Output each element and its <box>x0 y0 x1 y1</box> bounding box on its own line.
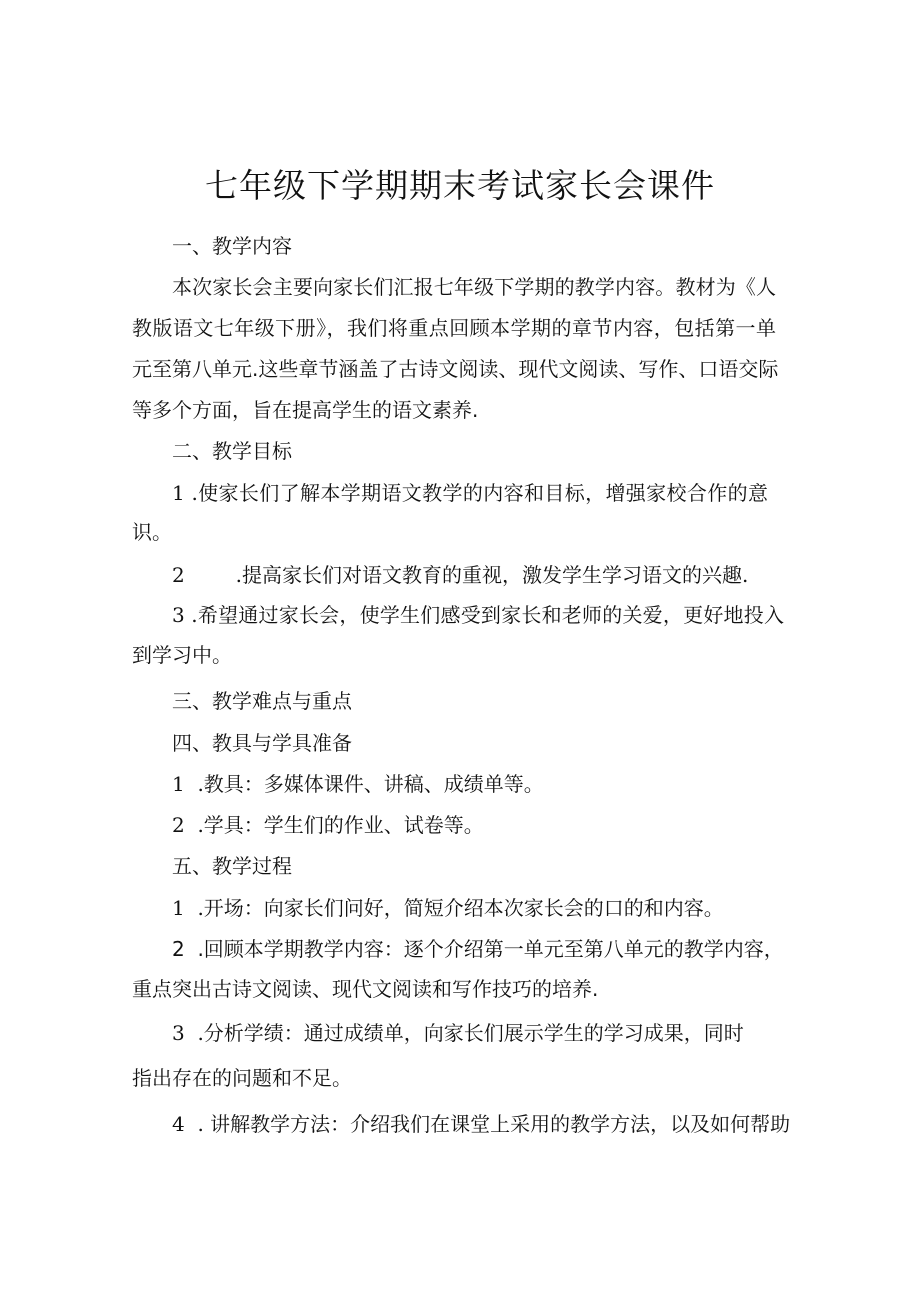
list-item-continuation: 重点突出古诗文阅读、现代文阅读和写作技巧的培养. <box>132 977 599 1001</box>
list-item-continuation: 指出存在的问题和不足。 <box>132 1066 352 1090</box>
list-item-continuation: 到学习中。 <box>132 643 232 667</box>
section-heading-1: 一、教学内容 <box>172 234 292 258</box>
list-item: 4 . 讲解教学方法：介绍我们在课堂上采用的教学方法，以及如何帮助 <box>172 1112 791 1136</box>
section-heading-4: 四、教具与学具准备 <box>172 731 352 755</box>
list-item: 2 .回顾本学期教学内容：逐个介绍第一单元至第八单元的教学内容， <box>172 937 784 961</box>
paragraph-line: 教版语文七年级下册》，我们将重点回顾本学期的章节内容，包括第一单 <box>132 316 776 340</box>
section-heading-5: 五、教学过程 <box>172 854 292 878</box>
list-item: 1 .教具：多媒体课件、讲稿、成绩单等。 <box>172 772 544 796</box>
list-item: 3 .分析学绩：通过成绩单，向家长们展示学生的学习成果，同时 <box>172 1021 744 1045</box>
section-heading-3: 三、教学难点与重点 <box>172 689 352 713</box>
paragraph-line: 等多个方面，旨在提高学生的语文素养. <box>132 398 479 422</box>
paragraph-line: 元至第八单元.这些章节涵盖了古诗文阅读、现代文阅读、写作、口语交际 <box>132 357 779 381</box>
list-item: 1 .使家长们了解本学期语文教学的内容和目标，增强家校合作的意 <box>172 481 768 505</box>
list-item: 2 .提高家长们对语文教育的重视，激发学生学习语文的兴趣. <box>172 563 749 587</box>
document-title: 七年级下学期期末考试家长会课件 <box>205 166 715 205</box>
paragraph-line: 本次家长会主要向家长们汇报七年级下学期的教学内容。教材为《人 <box>172 275 776 299</box>
list-item: 3 .希望通过家长会，使学生们感受到家长和老师的关爱，更好地投入 <box>172 603 784 627</box>
list-item: 2 .学具：学生们的作业、试卷等。 <box>172 813 484 837</box>
section-heading-2: 二、教学目标 <box>172 439 292 463</box>
list-item: 1 .开场：向家长们问好，简短介绍本次家长会的口的和内容。 <box>172 896 724 920</box>
list-item-continuation: 识。 <box>132 520 172 544</box>
